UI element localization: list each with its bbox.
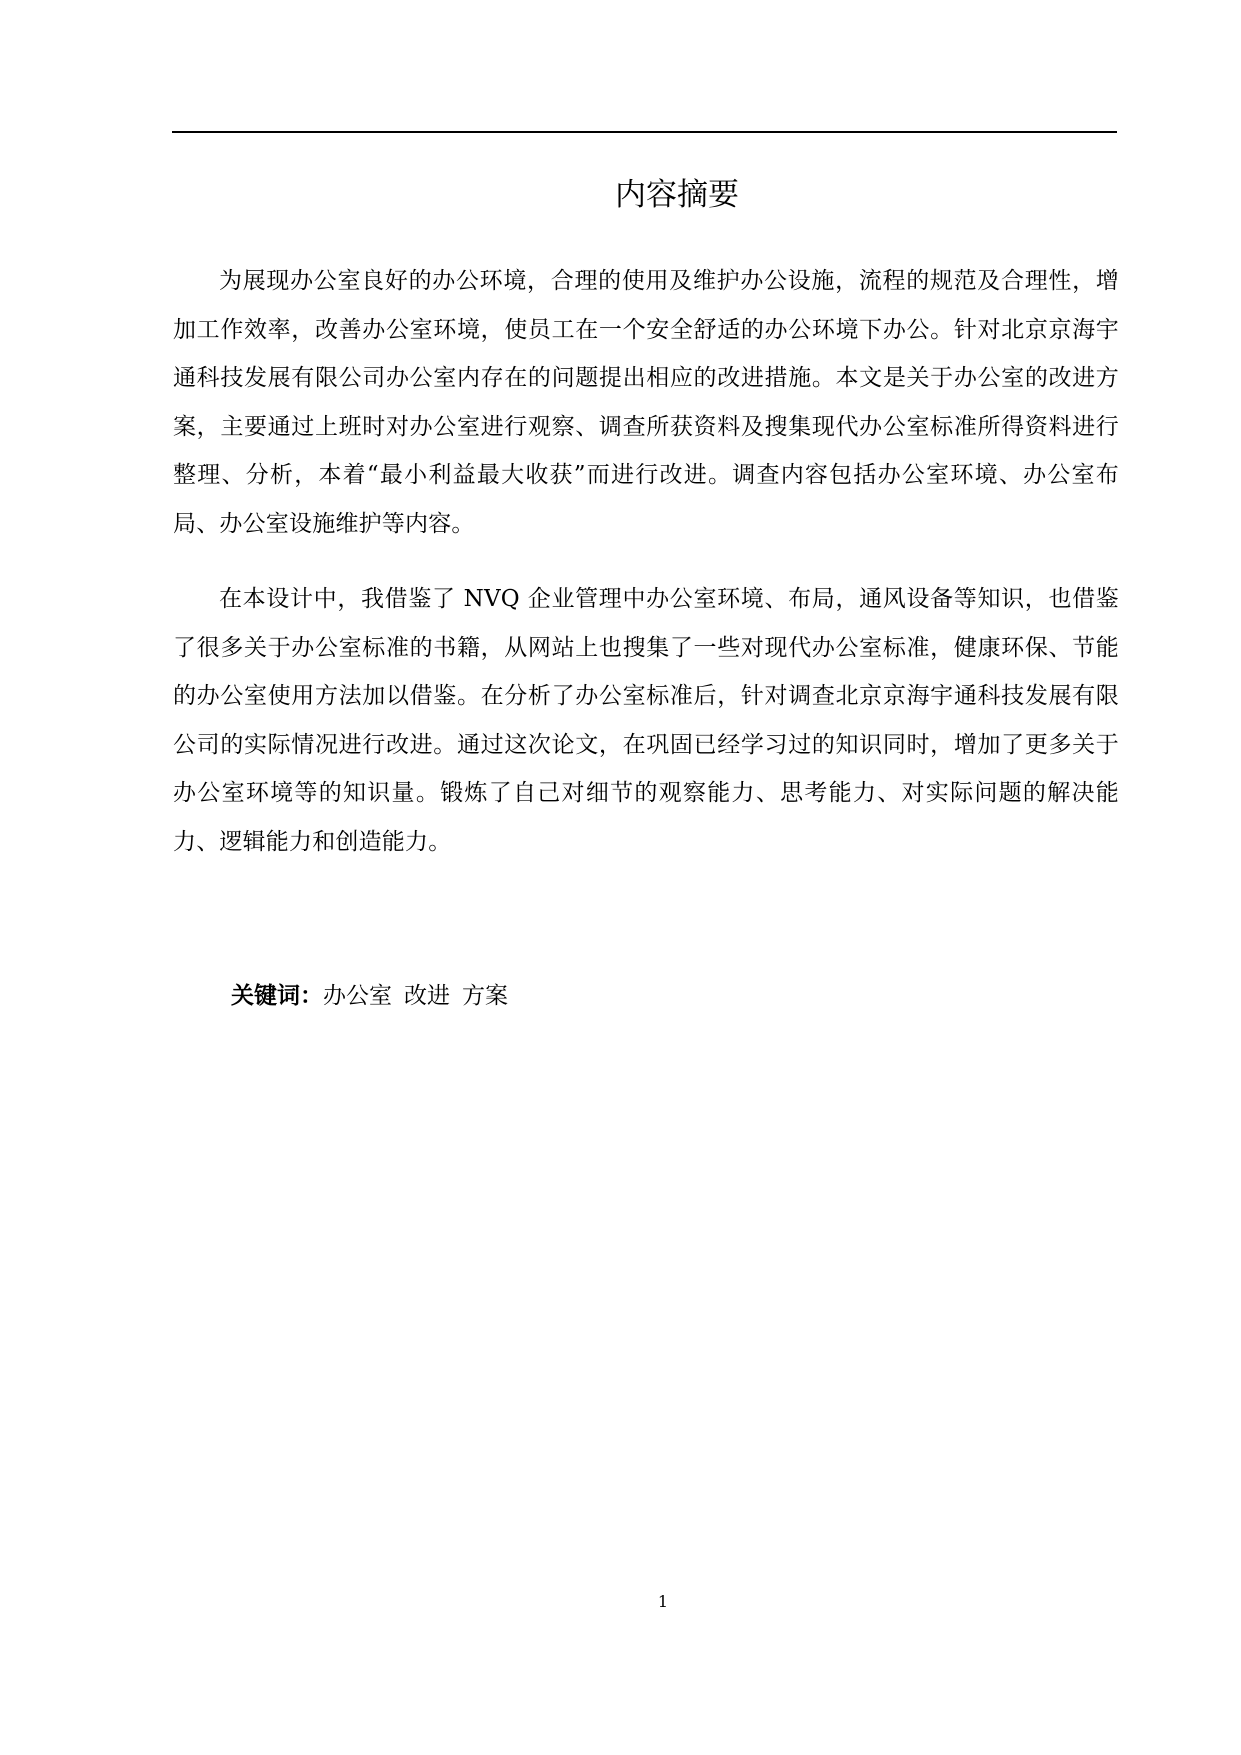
keyword-term: 方案: [462, 983, 508, 1009]
abstract-paragraph-1: 为展现办公室良好的办公环境，合理的使用及维护办公设施，流程的规范及合理性，增加工作效率，改善办公室环境，使员工在一个安全舒适的办公环境下办公。针对北京京海宇通科技发展有限公司办公室内存在的问题提出相应的改进措施。本文是关于办公室的改进方案，主要通过上班时对办公室进行观察、调查所获资料及搜集现代办公室标准所得资料进行整理、分析，本着“最小利益最大收获”而进行改进。调查内容包括办公室环境、办公室布局、办公室设施维护等内容。: [173, 268, 1119, 537]
keyword-term: 办公室: [323, 983, 392, 1009]
abstract-title: 内容摘要: [615, 177, 739, 213]
header-rule: [172, 131, 1117, 133]
page-number: 1: [657, 1592, 669, 1611]
keywords-line: [231, 972, 520, 1020]
abstract-paragraph-2: 在本设计中，我借鉴了 NVQ 企业管理中办公室环境、布局，通风设备等知识，也借鉴了很多关于办公室标准的书籍，从网站上也搜集了一些对现代办公室标准，健康环保、节能的办公室使用方法加以借鉴。在分析了办公室标准后，针对调查北京京海宇通科技发展有限公司的实际情况进行改进。通过这次论文，在巩固已经学习过的知识同时，增加了更多关于办公室环境等的知识量。锻炼了自己对细节的观察能力、思考能力、对实际问题的解决能力、逻辑能力和创造能力。: [173, 586, 1119, 855]
keyword-term: 改进: [404, 983, 450, 1009]
keywords-label: 关键词：: [231, 983, 323, 1009]
